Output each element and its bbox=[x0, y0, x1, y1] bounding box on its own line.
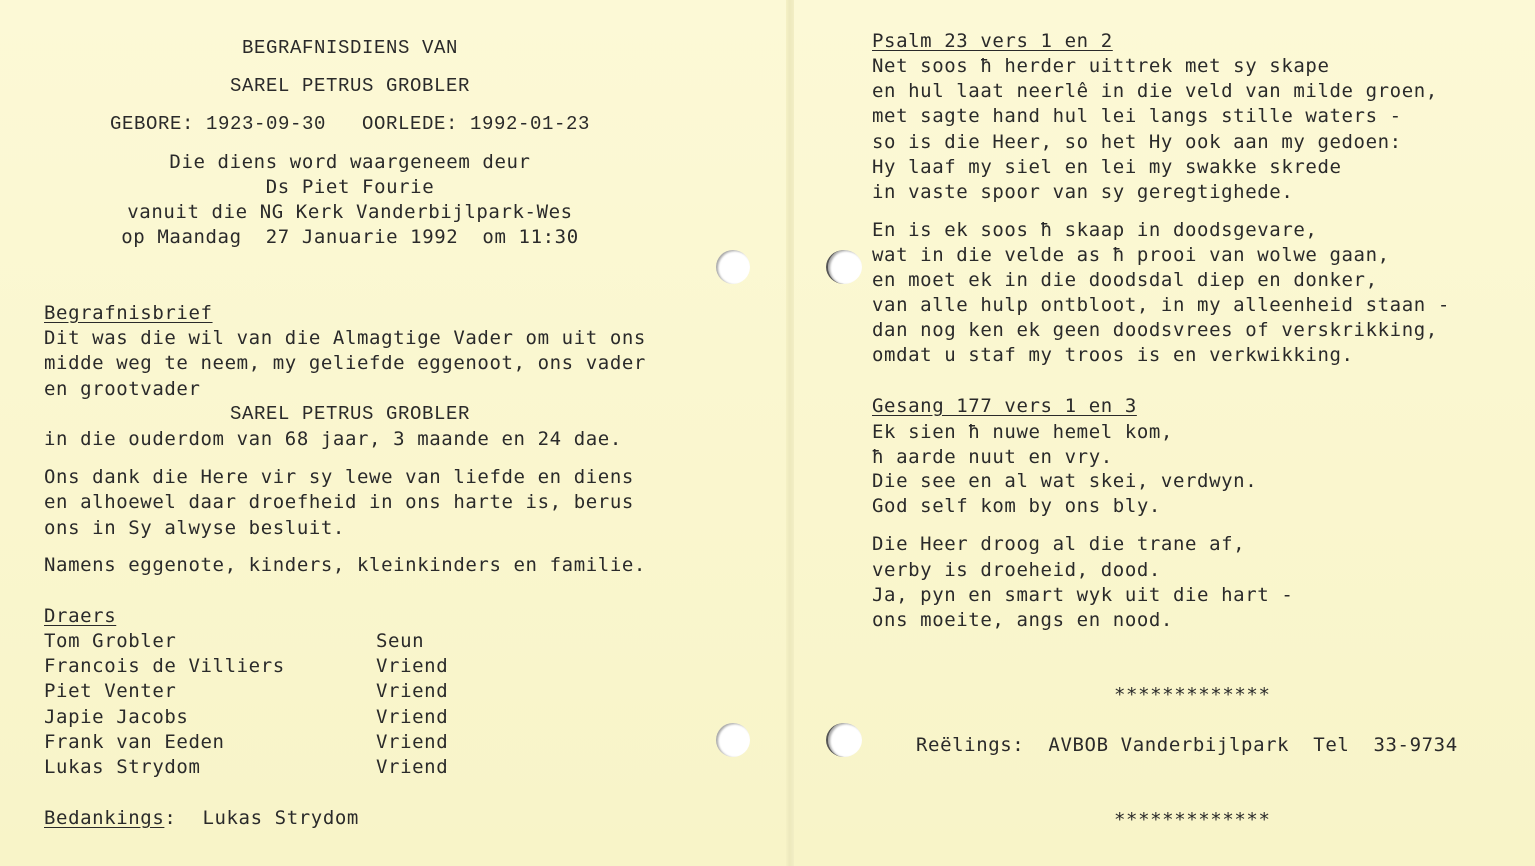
life-dates: GEBORE: 1923-09-30 OORLEDE: 1992-01-23 bbox=[109, 113, 591, 135]
punch-hole bbox=[826, 250, 862, 284]
hymn-line: God self kom by ons bly. bbox=[872, 495, 1161, 517]
psalm-line: en moet ek in die doodsdal diep en donker, bbox=[872, 269, 1378, 291]
psalm-line: omdat u staf my troos is en verkwikking. bbox=[872, 344, 1354, 366]
bearer-relation: Vriend bbox=[376, 680, 449, 702]
bearer-relation: Vriend bbox=[376, 655, 449, 677]
service-line: op Maandag 27 Januarie 1992 om 11:30 bbox=[121, 226, 579, 248]
punch-hole bbox=[716, 250, 750, 284]
letter-signoff: Namens eggenote, kinders, kleinkinders en familie. bbox=[44, 554, 646, 576]
service-line: Die diens word waargeneem deur bbox=[169, 151, 531, 173]
psalm-line: dan nog ken ek geen doodsvrees of verskrikking, bbox=[872, 319, 1438, 341]
psalm-line: Net soos ħ herder uittrek met sy skape bbox=[872, 55, 1330, 77]
thanks-line: Ons dank die Here vir sy lewe van liefde en diens bbox=[44, 466, 634, 488]
bearer-relation: Vriend bbox=[376, 706, 449, 728]
letter-deceased-name: SAREL PETRUS GROBLER bbox=[229, 403, 471, 425]
acknowledgements-value: Lukas Strydom bbox=[202, 807, 359, 829]
hymn-line: verby is droeheid, dood. bbox=[872, 559, 1161, 581]
psalm-line: Hy laaf my siel en lei my swakke skrede bbox=[872, 156, 1342, 178]
hymn-heading: Gesang 177 vers 1 en 3 bbox=[872, 395, 1137, 417]
star-divider: ************* bbox=[1114, 684, 1271, 706]
deceased-name: SAREL PETRUS GROBLER bbox=[229, 75, 471, 97]
letter-line: en grootvader bbox=[44, 378, 201, 400]
bearer-name: Francois de Villiers bbox=[44, 655, 285, 677]
bearer-name: Japie Jacobs bbox=[44, 706, 189, 728]
acknowledgements-row bbox=[44, 806, 359, 831]
acknowledgements-colon: : bbox=[164, 807, 177, 829]
bearer-name: Lukas Strydom bbox=[44, 756, 201, 778]
psalm-line: en hul laat neerlê in die veld van milde groen, bbox=[872, 80, 1438, 102]
psalm-line: in vaste spoor van sy geregtighede. bbox=[872, 181, 1294, 203]
letter-line: midde weg te neem, my geliefde eggenoot, ons vader bbox=[44, 352, 646, 374]
bearers-heading: Draers bbox=[44, 605, 117, 627]
psalm-line: wat in die velde as ħ prooi van wolwe gaan, bbox=[872, 244, 1390, 266]
star-divider-bottom: ************* bbox=[1114, 809, 1271, 831]
letter-heading: Begrafnisbrief bbox=[44, 302, 213, 324]
psalm-line: van alle hulp ontbloot, in my alleenheid staan - bbox=[872, 294, 1450, 316]
hymn-line: Die Heer droog al die trane af, bbox=[872, 533, 1246, 555]
service-title: BEGRAFNISDIENS VAN bbox=[241, 37, 459, 59]
page-fold bbox=[786, 0, 794, 866]
psalm-line: met sagte hand hul lei langs stille waters - bbox=[872, 105, 1402, 127]
letter-line: Dit was die wil van die Almagtige Vader om uit ons bbox=[44, 327, 646, 349]
thanks-line: en alhoewel daar droefheid in ons harte is, berus bbox=[44, 491, 634, 513]
hymn-line: Die see en al wat skei, verdwyn. bbox=[872, 470, 1258, 492]
thanks-line: ons in Sy alwyse besluit. bbox=[44, 517, 345, 539]
psalm-heading: Psalm 23 vers 1 en 2 bbox=[872, 30, 1113, 52]
bearer-name: Piet Venter bbox=[44, 680, 177, 702]
punch-hole bbox=[826, 723, 862, 757]
bearer-relation: Vriend bbox=[376, 731, 449, 753]
bearer-name: Frank van Eeden bbox=[44, 731, 225, 753]
hymn-line: ħ aarde nuut en vry. bbox=[872, 446, 1113, 468]
acknowledgements-label: Bedankings bbox=[44, 807, 165, 829]
psalm-line: so is die Heer, so het Hy ook aan my gedoen: bbox=[872, 131, 1402, 153]
psalm-line: En is ek soos ħ skaap in doodsgevare, bbox=[872, 219, 1318, 241]
punch-hole bbox=[716, 723, 750, 757]
arrangements-line: Reëlings: AVBOB Vanderbijlpark Tel 33-9734 bbox=[916, 734, 1458, 756]
bearer-relation: Vriend bbox=[376, 756, 449, 778]
hymn-line: Ja, pyn en smart wyk uit die hart - bbox=[872, 584, 1294, 606]
hymn-line: ons moeite, angs en nood. bbox=[872, 609, 1173, 631]
service-line: Ds Piet Fourie bbox=[265, 176, 435, 198]
letter-age-line: in die ouderdom van 68 jaar, 3 maande en 24 dae. bbox=[44, 428, 622, 450]
bearer-relation: Seun bbox=[376, 630, 425, 652]
hymn-line: Ek sien ħ nuwe hemel kom, bbox=[872, 421, 1173, 443]
bearer-name: Tom Grobler bbox=[44, 630, 177, 652]
service-line: vanuit die NG Kerk Vanderbijlpark-Wes bbox=[127, 201, 573, 223]
